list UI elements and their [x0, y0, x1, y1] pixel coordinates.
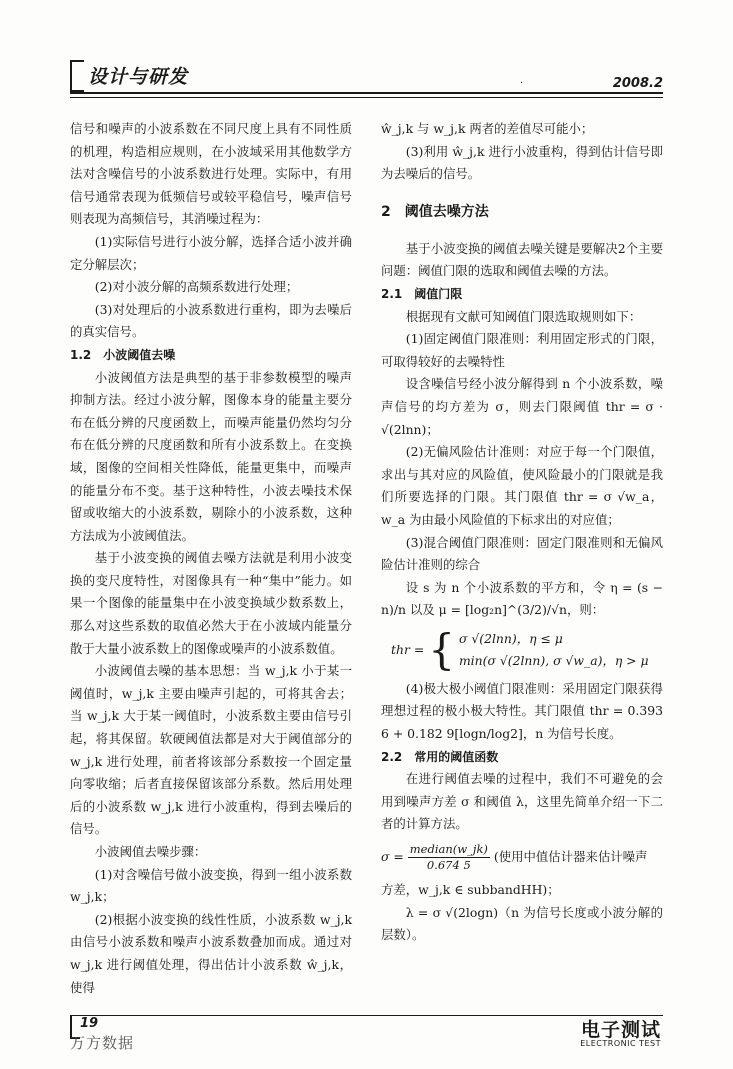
list-item: (4)极大极小阈值门限准则：采用固定门限获得理想过程的极小极大特性。其门限值 thr = 0.393 6 + 0.182 9[logn/log2]，n 为信号长度。 — [381, 680, 663, 742]
paragraph: 基于小波变换的阈值去噪关键是要解决2个主要问题：阈值门限的选取和阈值去噪的方法。 — [381, 240, 663, 279]
sigma-lhs: σ = — [381, 849, 404, 865]
list-item: (2)对小波分解的高频系数进行处理； — [94, 279, 299, 295]
list-item: (2)无偏风险估计准则：对应于每一个门限值，求出与其对应的风险值，使风险最小的门限就是我们所要选择的门限。其门限值 thr = σ √w_a，w_a 为由最小风险值的下标求出的对应值； — [381, 444, 663, 527]
page-number: 19 — [80, 1016, 99, 1031]
paragraph: 根据现有文献可知阈值门限选取规则如下： — [405, 308, 642, 324]
formula-case-1: σ √(2lnn)，η ≤ μ — [458, 630, 563, 646]
paragraph: 小波阈值去噪的基本思想：当 w_j,k 小于某一阈值时，w_j,k 主要由噪声引起的，可将其舍去；当 w_j,k 大于某一阈值时，小波系数主要由信号引起，将其保留。软硬阈值法都是对大于阈值部分的 w_j,k 进行处理，前者将该部分系数按一个固定量向零收缩；后者直接保留该部分系数。然后用处理后的小波系数 w_j,k 进行小波重构，得到去噪后的信号。 — [70, 663, 352, 837]
paragraph: 小波阈值去噪步骤： — [94, 844, 207, 859]
list-item: (2)根据小波变换的线性性质，小波系数 w_j,k 由信号小波系数和噪声小波系数叠加而成。通过对 w_j,k 进行阈值处理，得出估计小波系数 ŵ_j,k，使得 — [70, 911, 352, 995]
paragraph: 基于小波变换的阈值去噪方法就是利用小波变换的变尺度特性，对图像具有一种“集中”能力。如果一个图像的能量集中在小波变换域少数系数上，那么对这些系数的取值必然大于在小波域内能量分散于大量小波系数上的图像或噪声的小波系数值。 — [70, 550, 352, 656]
paragraph: 设含噪信号经小波分解得到 n 个小波系数，噪声信号的均方差为 σ，则去门限阈值 thr = σ · √(2lnn)； — [381, 376, 663, 437]
paragraph: 在进行阈值去噪的过程中，我们不可避免的会用到噪声方差 σ 和阈值 λ，这里先简单介绍一下二者的计算方法。 — [381, 771, 663, 832]
left-column — [70, 118, 352, 999]
section-title: 设计与研发 — [88, 66, 189, 88]
piecewise-formula — [391, 624, 663, 674]
right-column — [381, 118, 663, 947]
header-rule-thin — [70, 97, 663, 98]
header-bracket-decoration — [70, 60, 84, 92]
paragraph: 方差，w_j,k ∈ subbandHH)； — [381, 882, 560, 898]
sigma-formula — [381, 842, 663, 873]
subsection-heading-1-2: 1.2 小波阈值去噪 — [70, 347, 176, 362]
journal-logo-english: ELECTRONIC TEST — [580, 1039, 661, 1048]
watermark: 万方数据 — [70, 1034, 135, 1052]
paragraph: 小波阈值方法是典型的基于非参数模型的噪声抑制方法。经过小波分解，图像本身的能量主要分布在低分辨的尺度函数上，而噪声能量仍然均匀分布在低分辨的尺度函数和所有小波系数上。在变换域，图像的空间相关性降低，能量更集中，而噪声的能量分布不变。基于这种特性，小波去噪技术保留或收缩大的小波系数，剔除小的小波系数，这种方法成为小波阈值法。 — [70, 369, 352, 543]
subsection-heading-2-1: 2.1 阈值门限 — [381, 286, 463, 301]
list-item: (3)对处理后的小波系数进行重构，即为去噪后的真实信号。 — [70, 301, 352, 340]
list-item: (3)利用 ŵ_j,k 进行小波重构，得到估计信号即为去噪后的信号。 — [381, 143, 663, 182]
paragraph: 信号和噪声的小波系数在不同尺度上具有不同性质的机理，构造相应规则，在小波域采用其他数学方法对含噪信号的小波系数进行处理。实际中，有用信号通常表现为低频信号或较平稳信号，噪声信号则表现为高频信号，其消噪过程为： — [70, 121, 352, 227]
subsection-heading-2-2: 2.2 常用的阈值函数 — [381, 749, 499, 764]
sigma-note: (使用中值估计器来估计噪声 — [493, 849, 648, 865]
issue-date: 2008.2 — [612, 76, 663, 91]
list-item: (1)对含噪信号做小波变换，得到一组小波系数 w_j,k； — [70, 866, 352, 905]
formula-lhs: thr = — [391, 641, 425, 657]
footer-rule — [70, 1015, 663, 1016]
paragraph: ŵ_j,k 与 w_j,k 两者的差值尽可能小； — [381, 121, 594, 136]
list-item: (1)固定阈值门限准则：利用固定形式的门限，可取得较好的去噪特性 — [381, 331, 663, 369]
left-brace: { — [428, 624, 455, 674]
list-item: (1)实际信号进行小波分解，选择合适小波并确定分解层次； — [70, 233, 352, 272]
header-rule-thick — [70, 92, 663, 94]
journal-logo: 电子测试 — [580, 1019, 661, 1041]
fraction-numerator: median(w_jk) — [409, 842, 488, 857]
list-item: (3)混合阈值门限准则：固定门限准则和无偏风险估计准则的综合 — [381, 534, 663, 573]
paragraph: 设 s 为 n 个小波系数的平方和，令 η = (s − n)/n 以及 μ = [log₂n]^(3/2)/√n，则： — [381, 579, 663, 618]
fraction — [408, 842, 490, 873]
formula-case-2: min(σ √(2lnn), σ √w_a)，η > μ — [458, 652, 649, 668]
header-dot: · — [520, 78, 524, 89]
fraction-denominator: 0.674 5 — [426, 858, 471, 873]
paragraph: λ = σ √(2logn)（n 为信号长度或小波分解的层数）。 — [381, 904, 663, 943]
section-heading-2: 2 阈值去噪方法 — [381, 203, 489, 220]
